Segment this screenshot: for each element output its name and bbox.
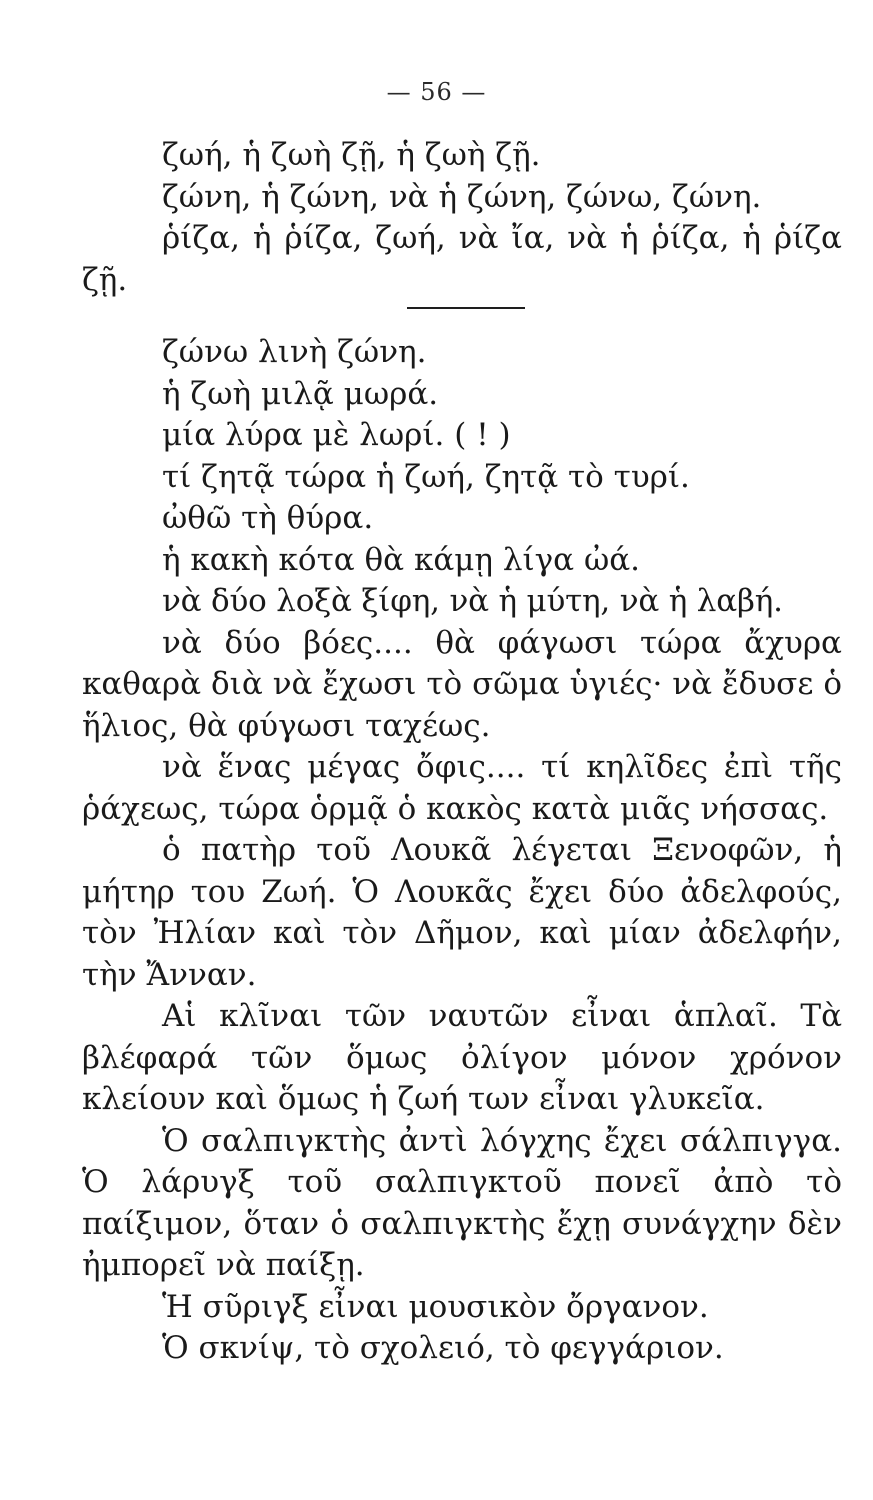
text-line: ἡ ζωὴ μιλᾷ μωρά. bbox=[162, 375, 439, 412]
text-line: Ὁ σκνίψ, τὸ σχολειό, τὸ φεγγάριον. bbox=[162, 1330, 724, 1366]
text-paragraph: Ὁ σαλπιγκτὴς ἀντὶ λόγχης ἔχει σάλπιγγα. Ὁ λάρυγξ τοῦ σαλπιγκτοῦ πονεῖ ἀπὸ τὸ παίξιμον, ὅταν ὁ σαλπιγκτὴς ἔχῃ συνάγχην δὲν ἠμπορεῖ νὰ παίξῃ. bbox=[82, 1122, 842, 1283]
text-line: ζωή, ἡ ζωὴ ζῇ, ἡ ζωὴ ζῇ. bbox=[162, 137, 541, 173]
text-line: ζώνω λινὴ ζώνη. bbox=[162, 334, 427, 370]
section-divider bbox=[407, 307, 525, 309]
text-line: ζώνη, ἡ ζώνη, νὰ ἡ ζώνη, ζώνω, ζώνη. bbox=[162, 178, 762, 215]
text-line: τί ζητᾷ τώρα ἡ ζωή, ζητᾷ τὸ τυρί. bbox=[162, 458, 690, 495]
text-paragraph: νὰ δύο βόες.... θὰ φάγωσι τώρα ἄχυρα καθαρὰ διὰ νὰ ἔχωσι τὸ σῶμα ὑγιές· νὰ ἔδυσε ὁ ἥλιος, θὰ φύγωσι ταχέως. bbox=[82, 624, 842, 744]
text-paragraph: νὰ ἕνας μέγας ὄφις.... τί κηλῖδες ἐπὶ τῆς ῥάχεως, τώρα ὁρμᾷ ὁ κακὸς κατὰ μιᾶς νήσσας. bbox=[82, 749, 842, 827]
page-number: — 56 — bbox=[386, 78, 487, 106]
text-line: Ἡ σῦριγξ εἶναι μουσικὸν ὄργανον. bbox=[162, 1288, 709, 1325]
text-line: ὠθῶ τὴ θύρα. bbox=[162, 500, 374, 536]
text-paragraph: Αἱ κλῖναι τῶν ναυτῶν εἶναι ἁπλαῖ. Τὰ βλέφαρά τῶν ὅμως ὀλίγον μόνον χρόνον κλείουν καὶ ὅμως ἡ ζωή των εἶναι γλυκεῖα. bbox=[82, 998, 842, 1117]
text-paragraph: ῥίζα, ἡ ῥίζα, ζωή, νὰ ἴα, νὰ ἡ ῥίζα, ἡ ῥίζα ζῇ. bbox=[82, 220, 842, 298]
text-section-1 bbox=[82, 135, 842, 301]
text-line: μία λύρα μὲ λωρί. ( ! ) bbox=[162, 417, 511, 453]
text-paragraph: ὁ πατὴρ τοῦ Λουκᾶ λέγεται Ξενοφῶν, ἡ μήτηρ του Ζωή. Ὁ Λουκᾶς ἔχει δύο ἀδελφούς, τὸν Ἠλίαν καὶ τὸν Δῆμον, καὶ μίαν ἀδελφήν, τὴν Ἄνναν. bbox=[82, 832, 842, 993]
text-line: νὰ δύο λοξὰ ξίφη, νὰ ἡ μύτη, νὰ ἡ λαβή. bbox=[162, 583, 783, 619]
text-section-2 bbox=[82, 332, 842, 1370]
text-line: ἡ κακὴ κότα θὰ κάμῃ λίγα ὠά. bbox=[162, 541, 641, 578]
